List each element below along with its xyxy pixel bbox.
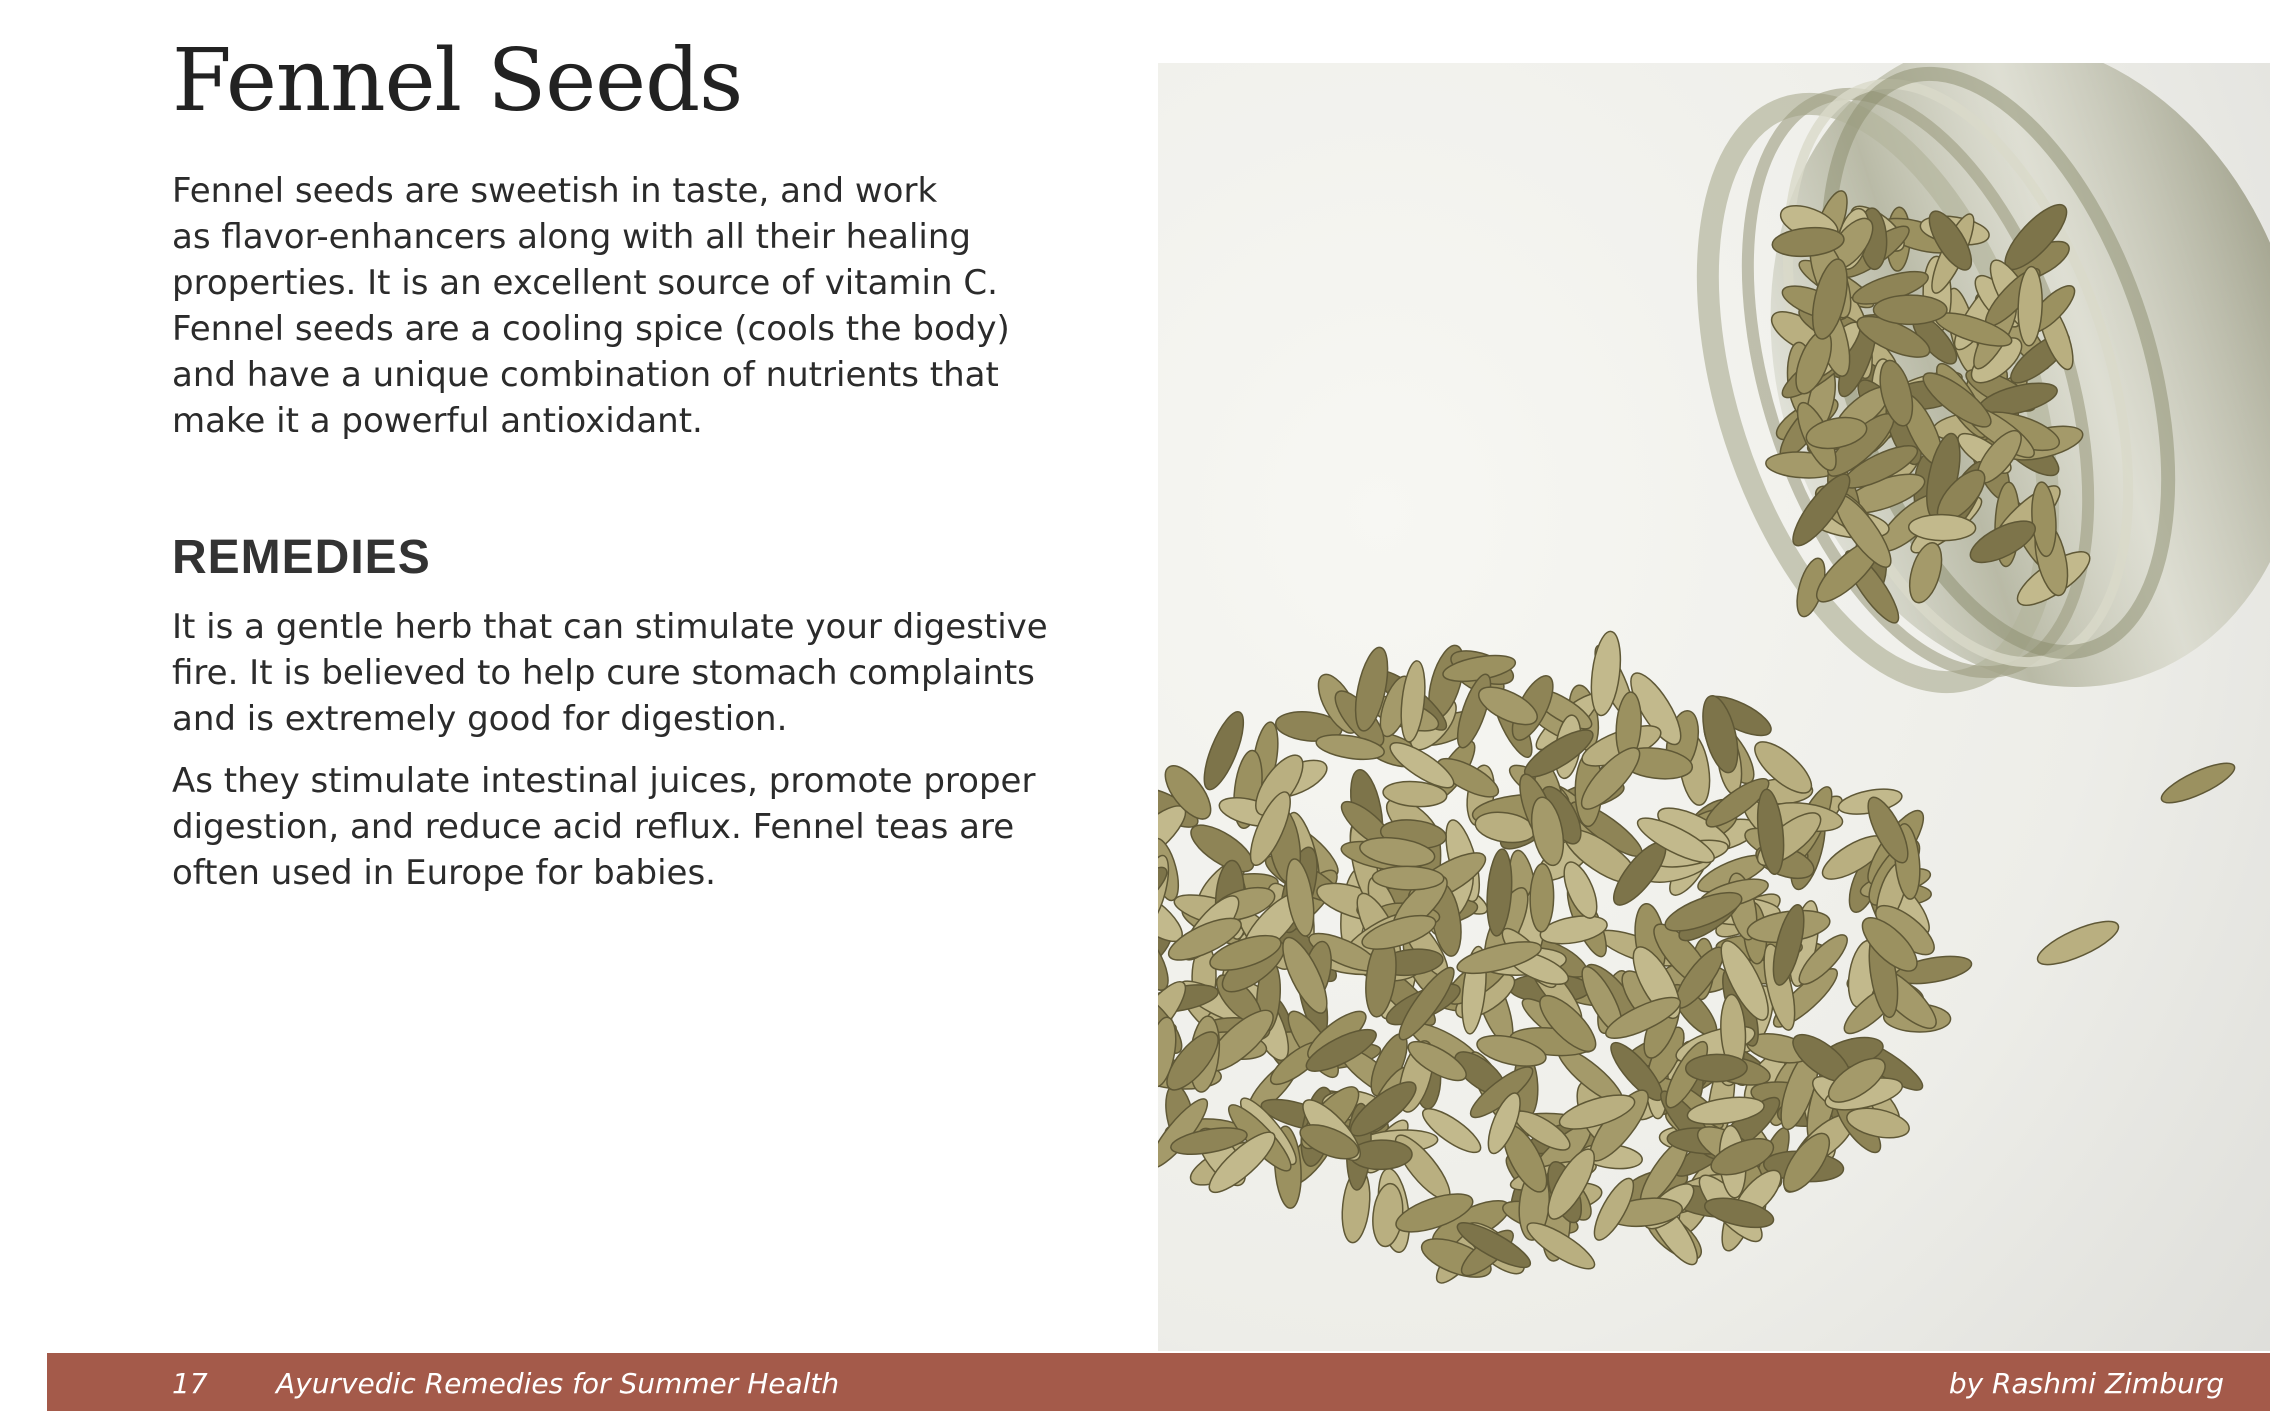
intro-line: as flavor-enhancers along with all their healing (172, 217, 971, 257)
intro-line: Fennel seeds are sweetish in taste, and work (172, 171, 938, 211)
remedies-paragraph-1 (172, 604, 1132, 742)
fennel-seed (1873, 295, 1946, 324)
page-title: Fennel Seeds (172, 31, 743, 131)
remedies-heading: REMEDIES (172, 531, 431, 584)
remedy-line: fire. It is believed to help cure stomach complaints (172, 653, 1035, 693)
remedies-paragraph-2 (172, 758, 1132, 896)
photo-illustration (1158, 63, 2270, 1351)
intro-line: Fennel seeds are a cooling spice (cools the body) (172, 309, 1010, 349)
intro-line: make it a powerful antioxidant. (172, 401, 703, 441)
page-number: 17 (172, 1367, 208, 1400)
intro-line: properties. It is an excellent source of vitamin C. (172, 263, 998, 303)
intro-line: and have a unique combination of nutrients that (172, 355, 999, 395)
intro-paragraph (172, 168, 1112, 444)
remedy-line: digestion, and reduce acid reflux. Fennel teas are (172, 807, 1015, 847)
book-title: Ayurvedic Remedies for Summer Health (276, 1367, 840, 1400)
fennel-seed (1908, 514, 1975, 541)
fennel-seed (1372, 866, 1444, 891)
remedy-line: As they stimulate intestinal juices, promote proper (172, 761, 1036, 801)
page-footer (47, 1353, 2270, 1411)
fennel-seeds-photo (1158, 63, 2270, 1351)
fennel-seed (1685, 1054, 1747, 1082)
fennel-seed (1530, 864, 1555, 932)
author-credit: by Rashmi Zimburg (1948, 1367, 2224, 1400)
remedy-line: often used in Europe for babies. (172, 853, 716, 893)
remedy-line: It is a gentle herb that can stimulate your digestive (172, 607, 1048, 647)
remedy-line: and is extremely good for digestion. (172, 699, 788, 739)
